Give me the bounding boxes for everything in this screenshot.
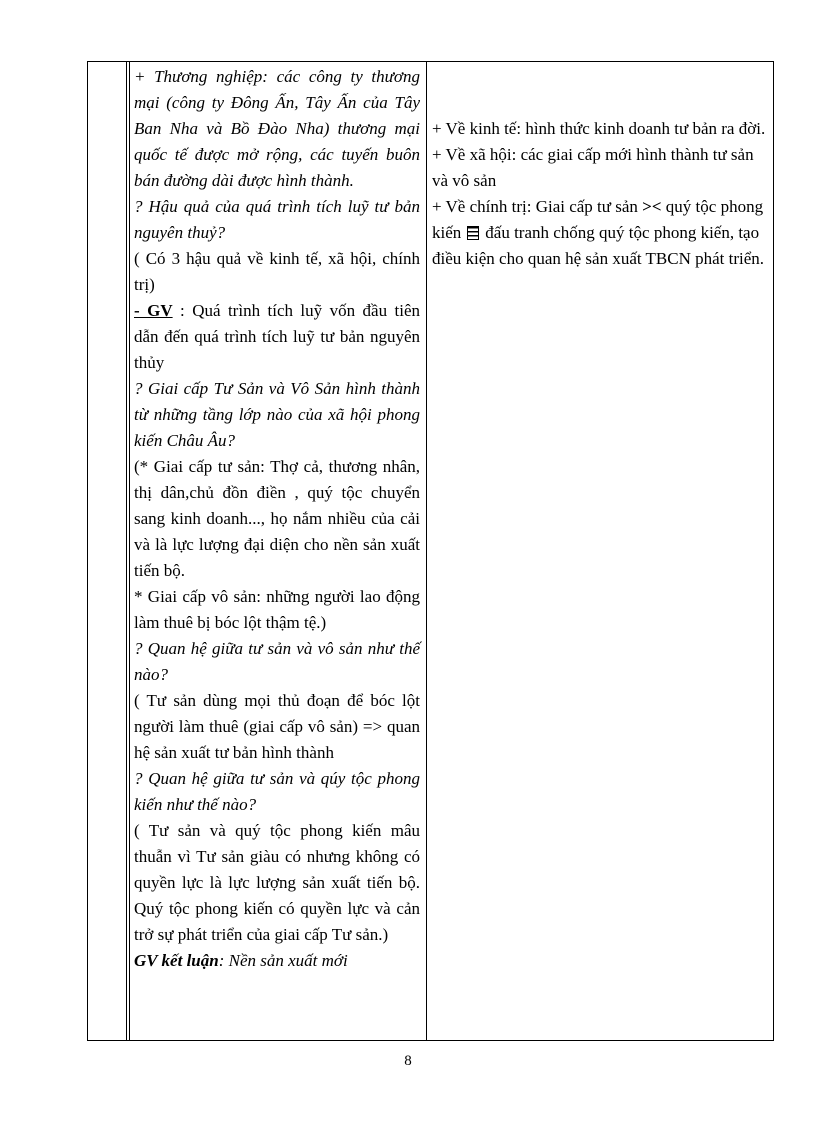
question-relations-2: ? Quan hệ giữa tư sản và qúy tộc phong kiến như thế nào? (134, 769, 420, 814)
question-relations-1: ? Quan hệ giữa tư sản và vô sản như thế nào? (134, 639, 420, 684)
column-divider (426, 61, 427, 1041)
activity-column (134, 64, 420, 974)
political-point-start: + Về chính trị: Giai cấp tư sản (432, 197, 643, 216)
economic-point: + Về kinh tế: hình thức kinh doanh tư bản ra đời. (432, 119, 766, 138)
answer-consequences: ( Có 3 hậu quả về kinh tế, xã hội, chính trị) (134, 249, 420, 294)
conclusion-label: GV kết luận (134, 951, 219, 970)
arrow-icon (467, 226, 479, 240)
teacher-conclusion (134, 948, 420, 974)
political-point-end: đấu tranh chống quý tộc phong kiến, tạo điều kiện cho quan hệ sản xuất TBCN phát triển. (432, 223, 765, 268)
teacher-note (134, 298, 420, 376)
content-column (432, 116, 771, 272)
political-point (432, 194, 771, 272)
answer-bourgeoisie: (* Giai cấp tư sản: Thợ cả, thương nhân, thị dân,chủ đồn điền , quý tộc chuyển sang kinh doanh..., họ nắm nhiều của cải và là lực lượng đại diện cho nền sản xuất tiến bộ. (134, 457, 420, 580)
answer-relations-2: ( Tư sản và quý tộc phong kiến mâu thuẫn vì Tư sản giàu có nhưng không có quyền lực là lực lượng sản xuất tiến bộ. Quý tộc phong kiến có quyền lực và cản trở sự phát triển của giai cấp Tư sản.) (134, 821, 420, 944)
commerce-point: + Thương nghiệp: các công ty thương mại (công ty Đông Ấn, Tây Ấn của Tây Ban Nha và Bồ Đào Nha) thương mại quốc tế được mở rộng, các tuyến buôn bán đường dài được hình thành. (134, 67, 420, 190)
teacher-label: - GV (134, 301, 173, 320)
question-consequences: ? Hậu quả của quá trình tích luỹ tư bản nguyên thuỷ? (134, 197, 420, 242)
opposition-symbol: >< (642, 197, 662, 216)
conclusion-text: : Nền sản xuất mới (218, 951, 348, 970)
answer-relations-1: ( Tư sản dùng mọi thủ đoạn để bóc lột người làm thuê (giai cấp vô sản) => quan hệ sản xuất tư bản hình thành (134, 691, 420, 762)
question-classes: ? Giai cấp Tư Sản và Vô Sản hình thành từ những tầng lớp nào của xã hội phong kiến Châu Âu? (134, 379, 420, 450)
column-divider (126, 61, 127, 1041)
answer-proletariat: * Giai cấp vô sản: những người lao động làm thuê bị bóc lột thậm tệ.) (134, 587, 420, 632)
teacher-note-text: : Quá trình tích luỹ vốn đầu tiên dẫn đến quá trình tích luỹ tư bản nguyên thủy (134, 301, 421, 372)
column-divider (129, 61, 130, 1041)
social-point: + Về xã hội: các giai cấp mới hình thành tư sản và vô sản (432, 145, 754, 190)
page-number: 8 (404, 1053, 412, 1069)
political-point-middle: quý tộc phong kiến (432, 197, 764, 242)
